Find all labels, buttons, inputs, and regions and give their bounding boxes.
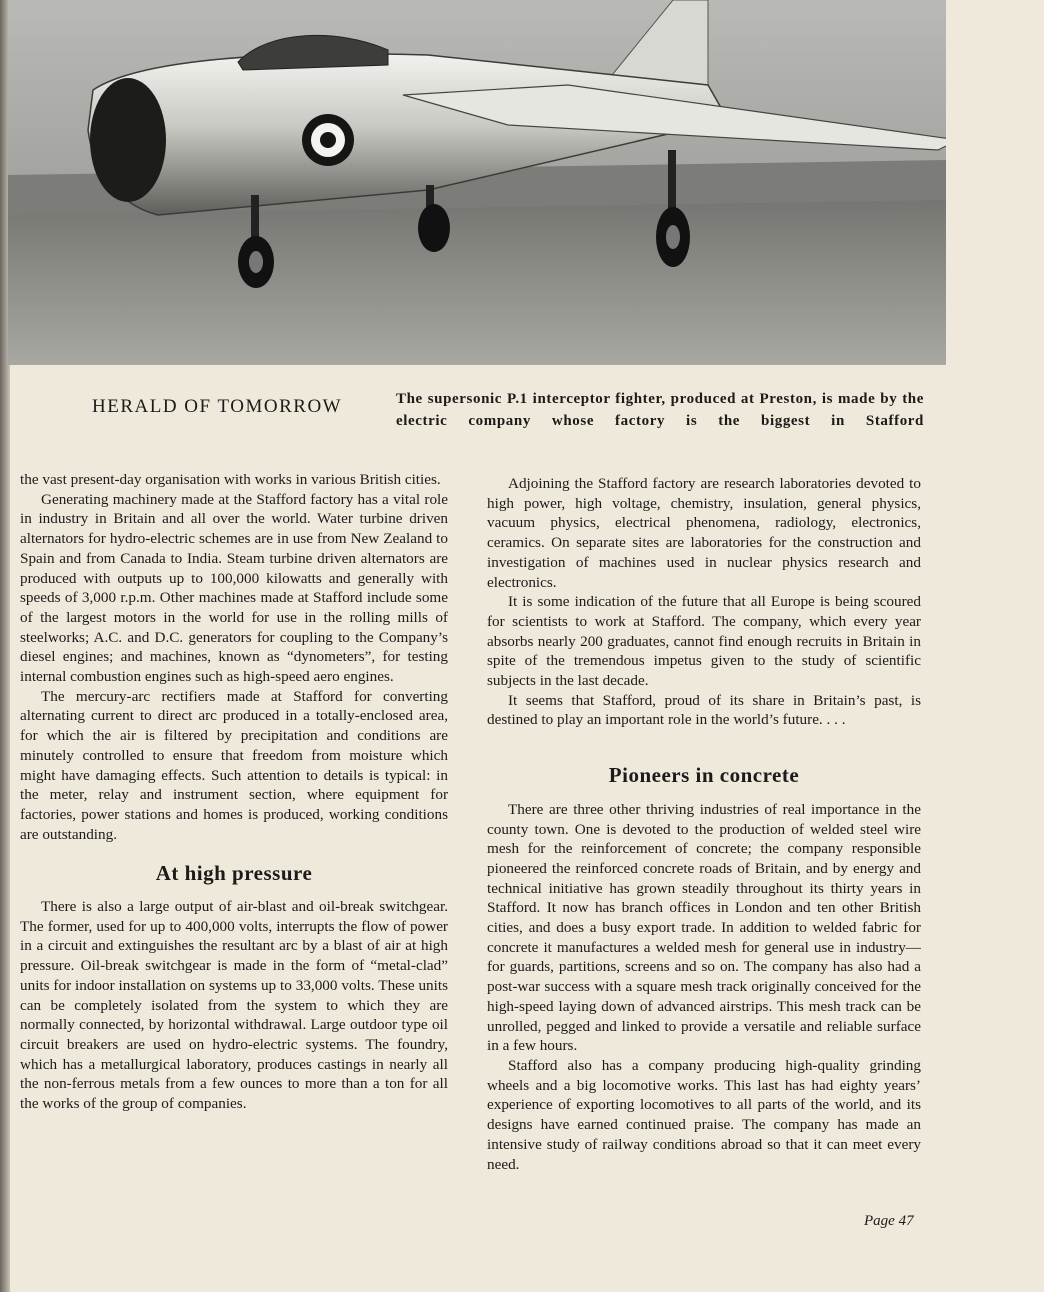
aircraft-photo [8,0,946,365]
paragraph: There is also a large output of air-blast and oil-break switchgear. The former, used for up to 400,000 volts, interrupts the flow of power in a circuit and extinguishes the resultant arc by a blast of air at high pressure. Oil-break switchgear is made in the form of “metal-clad” units for indoor installation on systems up to 33,000 volts. These units can be completely isolated from the system to which they are normally connected, by horizontal withdrawal. Large outdoor type oil circuit breakers are used on hydro-electric systems. The foundry, which has a metallurgical laboratory, produces castings in nearly all the non-ferrous metals from a few ounces to more than a ton for all the works of the group of companies. [20,898,448,1113]
page-number: Page 47 [864,1213,914,1229]
paragraph: There are three other thriving industries of real importance in the county town. One is devoted to the production of welded steel wire mesh for the reinforcement of concrete; the company responsible pioneered the reinforced concrete roads of Britain, and by energy and technical initiative has grown steadily throughout its thirty years in Stafford. It now has branch offices in London and ten other British cities, and does a busy export trade. In addition to welded fabric for concrete it manufactures a welded mesh for general use in industry—for guards, partitions, screens and so on. The company has also had a post-war success with a square mesh track originally conceived for the high-speed laying down of advanced airstrips. This mesh track can be unrolled, pegged and linked to provide a versatile and reliable surface in a few hours. [487,800,921,1055]
paragraph: Adjoining the Stafford factory are research laboratories devoted to high power, high voltage, chemistry, insulation, general physics, vacuum physics, electrical phenomena, radiology, electronics, ceramics. On separate sites are laboratories for the construction and investigation of machines used in nuclear physics research and electronics. [487,475,921,591]
paragraph: The mercury-arc rectifiers made at Stafford for converting alternating current to direct arc produced in a totally-enclosed area, for which the air is filtered by precipitation and conditions are minutely controlled to ensure that freedom from moisture which might have damaging effects. Such attention to details is typical: in the meter, relay and instrument section, where equipment for factories, power stations and homes is produced, working conditions are outstanding. [20,687,448,843]
paragraph: Stafford also has a company producing high-quality grinding wheels and a big locomotive works. This last has had eighty years’ experience of exporting locomotives to all parts of the world, and its designs have earned continued praise. The company has made an intensive study of railway conditions abroad so that it can meet every need. [487,1056,921,1173]
caption-heading: HERALD OF TOMORROW [92,396,343,417]
left-column [20,470,448,1114]
section-heading: Pioneers in concrete [608,763,800,788]
paragraph: Generating machinery made at the Stafford factory has a vital role in industry in Britain and all over the world. Water turbine driven alternators for hydro-electric schemes are in use from New Zealand to Spain and from Canada to India. Steam turbine driven alternators are produced with outputs up to 100,000 kilowatts and generally with speeds of 3,000 r.p.m. Other machines made at Stafford include some of the largest motors in the world for use in the rolling mills of steelworks; A.C. and D.C. generators for coupling to the Company’s diesel engines; and machines, known as “dynometers”, for testing internal combustion engines such as high-speed aero engines. [20,490,448,686]
section-heading: At high pressure [155,861,313,886]
paragraph: It is some indication of the future that all Europe is being scoured for scientists to work at Stafford. The company, which every year absorbs nearly 200 graduates, cannot find enough recruits in Britain in spite of the tremendous impetus given to the study of scientific subjects in the last decade. [487,593,921,690]
right-column [487,474,921,1174]
paragraph: It seems that Stafford, proud of its share in Britain’s past, is destined to play an important role in the world’s future. . . . [487,691,921,729]
paragraph: the vast present-day organisation with works in various British cities. [20,471,441,488]
caption-text: The supersonic P.1 interceptor fighter, produced at Preston, is made by the electric company whose factory is the biggest in Stafford [396,391,924,429]
